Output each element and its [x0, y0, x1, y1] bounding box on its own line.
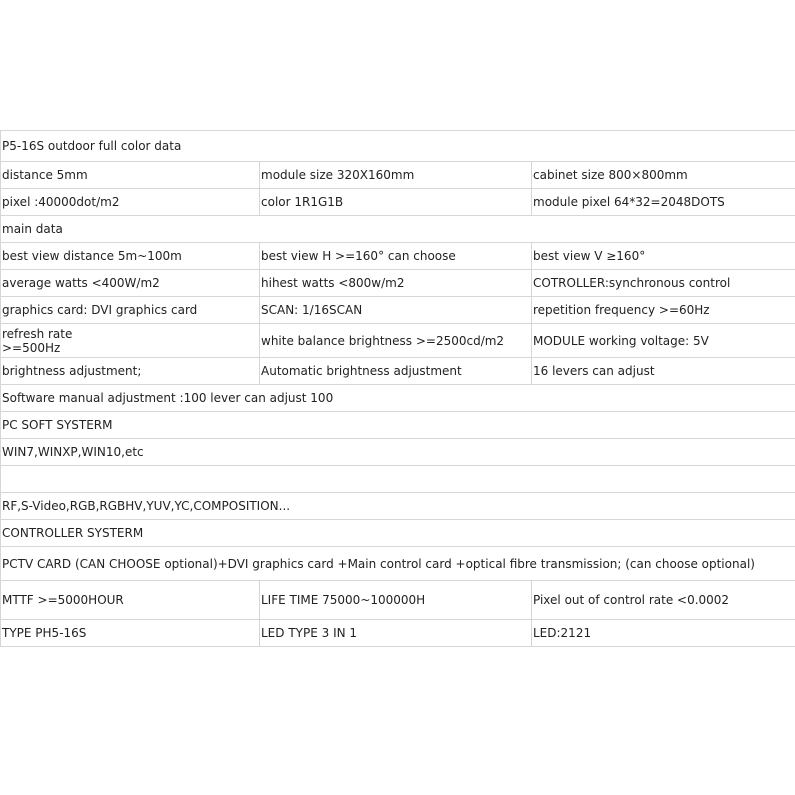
table-row [1, 412, 795, 439]
table-cell: hihest watts <800w/m2 [260, 270, 532, 297]
table-cell: Pixel out of control rate <0.0002 [532, 581, 795, 620]
table-row [1, 439, 795, 466]
table-cell: LED TYPE 3 IN 1 [260, 620, 532, 647]
table-cell: color 1R1G1B [260, 189, 532, 216]
table-cell: average watts <400W/m2 [1, 270, 260, 297]
table-cell: 16 levers can adjust [532, 358, 795, 385]
table-cell: TYPE PH5-16S [1, 620, 260, 647]
spec-table [0, 130, 795, 647]
table-row [1, 466, 795, 493]
section-heading: main data [1, 216, 795, 243]
table-cell: LED:2121 [532, 620, 795, 647]
table-cell: COTROLLER:synchronous control [532, 270, 795, 297]
table-cell: best view distance 5m~100m [1, 243, 260, 270]
table-cell: brightness adjustment; [1, 358, 260, 385]
section-heading: CONTROLLER SYSTERM [1, 520, 795, 547]
section-heading: PC SOFT SYSTERM [1, 412, 795, 439]
table-cell: best view H >=160° can choose [260, 243, 532, 270]
table-row [1, 270, 795, 297]
table-title: P5-16S outdoor full color data [1, 131, 795, 162]
table-cell: LIFE TIME 75000~100000H [260, 581, 532, 620]
table-row [1, 162, 795, 189]
table-cell: module pixel 64*32=2048DOTS [532, 189, 795, 216]
table-cell: pixel :40000dot/m2 [1, 189, 260, 216]
table-cell-pctv: PCTV CARD (CAN CHOOSE optional)+DVI graphics card +Main control card +optical fibre transmission; (can choose optional) [1, 547, 795, 581]
table-row [1, 243, 795, 270]
table-row [1, 385, 795, 412]
table-cell: graphics card: DVI graphics card [1, 297, 260, 324]
table-row [1, 493, 795, 520]
table-cell: module size 320X160mm [260, 162, 532, 189]
table-cell: MODULE working voltage: 5V [532, 324, 795, 358]
table-row [1, 358, 795, 385]
table-cell-empty [1, 466, 795, 493]
table-cell: repetition frequency >=60Hz [532, 297, 795, 324]
table-row [1, 216, 795, 243]
table-cell: white balance brightness >=2500cd/m2 [260, 324, 532, 358]
table-cell: MTTF >=5000HOUR [1, 581, 260, 620]
table-row [1, 620, 795, 647]
table-row [1, 547, 795, 581]
table-cell-software: Software manual adjustment :100 lever can adjust 100 [1, 385, 795, 412]
table-cell-refresh-rate: refresh rate >=500Hz [1, 324, 260, 358]
table-row [1, 189, 795, 216]
table-cell: SCAN: 1/16SCAN [260, 297, 532, 324]
table-cell: distance 5mm [1, 162, 260, 189]
table-cell: best view V ≥160° [532, 243, 795, 270]
table-cell: Automatic brightness adjustment [260, 358, 532, 385]
table-cell-inputs: RF,S-Video,RGB,RGBHV,YUV,YC,COMPOSITION... [1, 493, 795, 520]
table-cell: cabinet size 800×800mm [532, 162, 795, 189]
table-cell-os: WIN7,WINXP,WIN10,etc [1, 439, 795, 466]
table-row [1, 581, 795, 620]
table-row [1, 520, 795, 547]
table-row [1, 297, 795, 324]
table-row [1, 324, 795, 358]
table-row [1, 131, 795, 162]
